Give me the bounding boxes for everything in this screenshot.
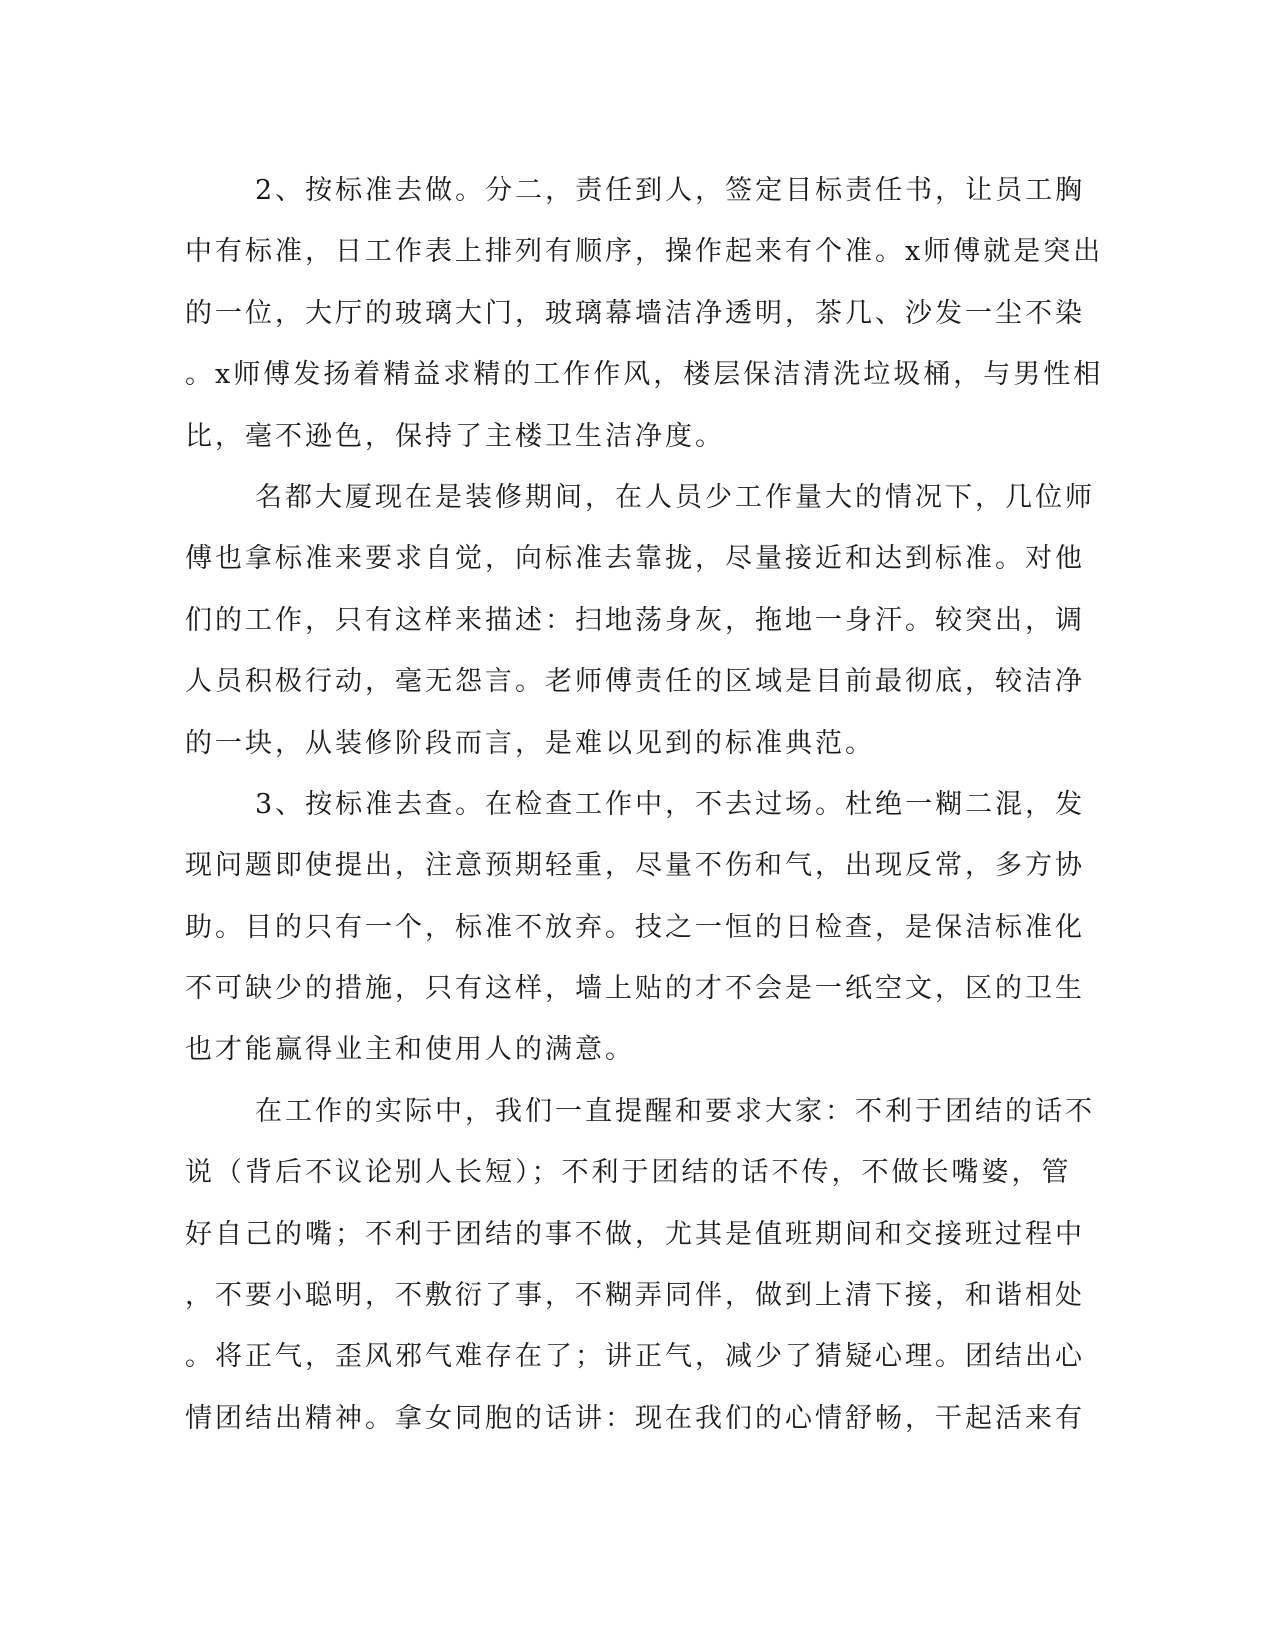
paragraph-1 — [185, 160, 1104, 467]
paragraph-line: 在工作的实际中，我们一直提醒和要求大家：不利于团结的话不 — [255, 1095, 1095, 1127]
paragraph-line: 不可缺少的措施，只有这样，墙上贴的才不会是一纸空文，区的卫生 — [185, 973, 1085, 1005]
paragraph-line: 3、按标准去查。在检查工作中，不去过场。杜绝一糊二混，发 — [255, 788, 1086, 820]
paragraph-line: 现问题即使提出，注意预期轻重，尽量不伤和气，出现反常，多方协 — [185, 850, 1085, 882]
paragraph-line: ，不要小聪明，不敷衍了事，不糊弄同伴，做到上清下接，和谐相处 — [185, 1280, 1085, 1312]
paragraph-line: 的一位，大厅的玻璃大门，玻璃幕墙洁净透明，茶几、沙发一尘不染 — [185, 297, 1085, 329]
paragraph-line: 也才能赢得业主和使用人的满意。 — [185, 1034, 635, 1066]
paragraph-line: 助。目的只有一个，标准不放弃。技之一恒的日检查，是保洁标准化 — [185, 911, 1085, 943]
paragraph-line: 。将正气，歪风邪气难存在了；讲正气，减少了猜疑心理。团结出心 — [185, 1341, 1085, 1373]
paragraph-line: 名都大厦现在是装修期间，在人员少工作量大的情况下，几位师 — [255, 481, 1095, 513]
paragraph-line: 人员积极行动，毫无怨言。老师傅责任的区域是目前最彻底，较洁净 — [185, 666, 1085, 698]
paragraph-4 — [185, 1081, 1095, 1449]
paragraph-line: 说（背后不议论别人长短）；不利于团结的话不传，不做长嘴婆，管 — [185, 1157, 1072, 1189]
paragraph-line: 中有标准，日工作表上排列有顺序，操作起来有个准。x师傅就是突出 — [185, 236, 1104, 268]
paragraph-line: 傅也拿标准来要求自觉，向标准去靠拢，尽量接近和达到标准。对他 — [185, 543, 1085, 575]
paragraph-line: 们的工作，只有这样来描述：扫地荡身灰，拖地一身汗。较突出，调 — [185, 604, 1085, 636]
paragraph-line: 2、按标准去做。分二，责任到人，签定目标责任书，让员工胸 — [255, 175, 1086, 206]
paragraph-2 — [185, 467, 1095, 774]
paragraph-line: 比，毫不逊色，保持了主楼卫生洁净度。 — [185, 420, 725, 452]
paragraph-line: 。x师傅发扬着精益求精的工作作风，楼层保洁清洗垃圾桶，与男性相 — [185, 359, 1104, 391]
paragraph-line: 情团结出精神。拿女同胞的话讲：现在我们的心情舒畅，干起活来有 — [185, 1402, 1085, 1434]
paragraph-line: 的一块，从装修阶段而言，是难以见到的标准典范。 — [185, 727, 875, 759]
document-body — [185, 160, 1104, 1449]
paragraph-3 — [185, 774, 1086, 1081]
paragraph-line: 好自己的嘴；不利于团结的事不做，尤其是值班期间和交接班过程中 — [185, 1218, 1085, 1250]
